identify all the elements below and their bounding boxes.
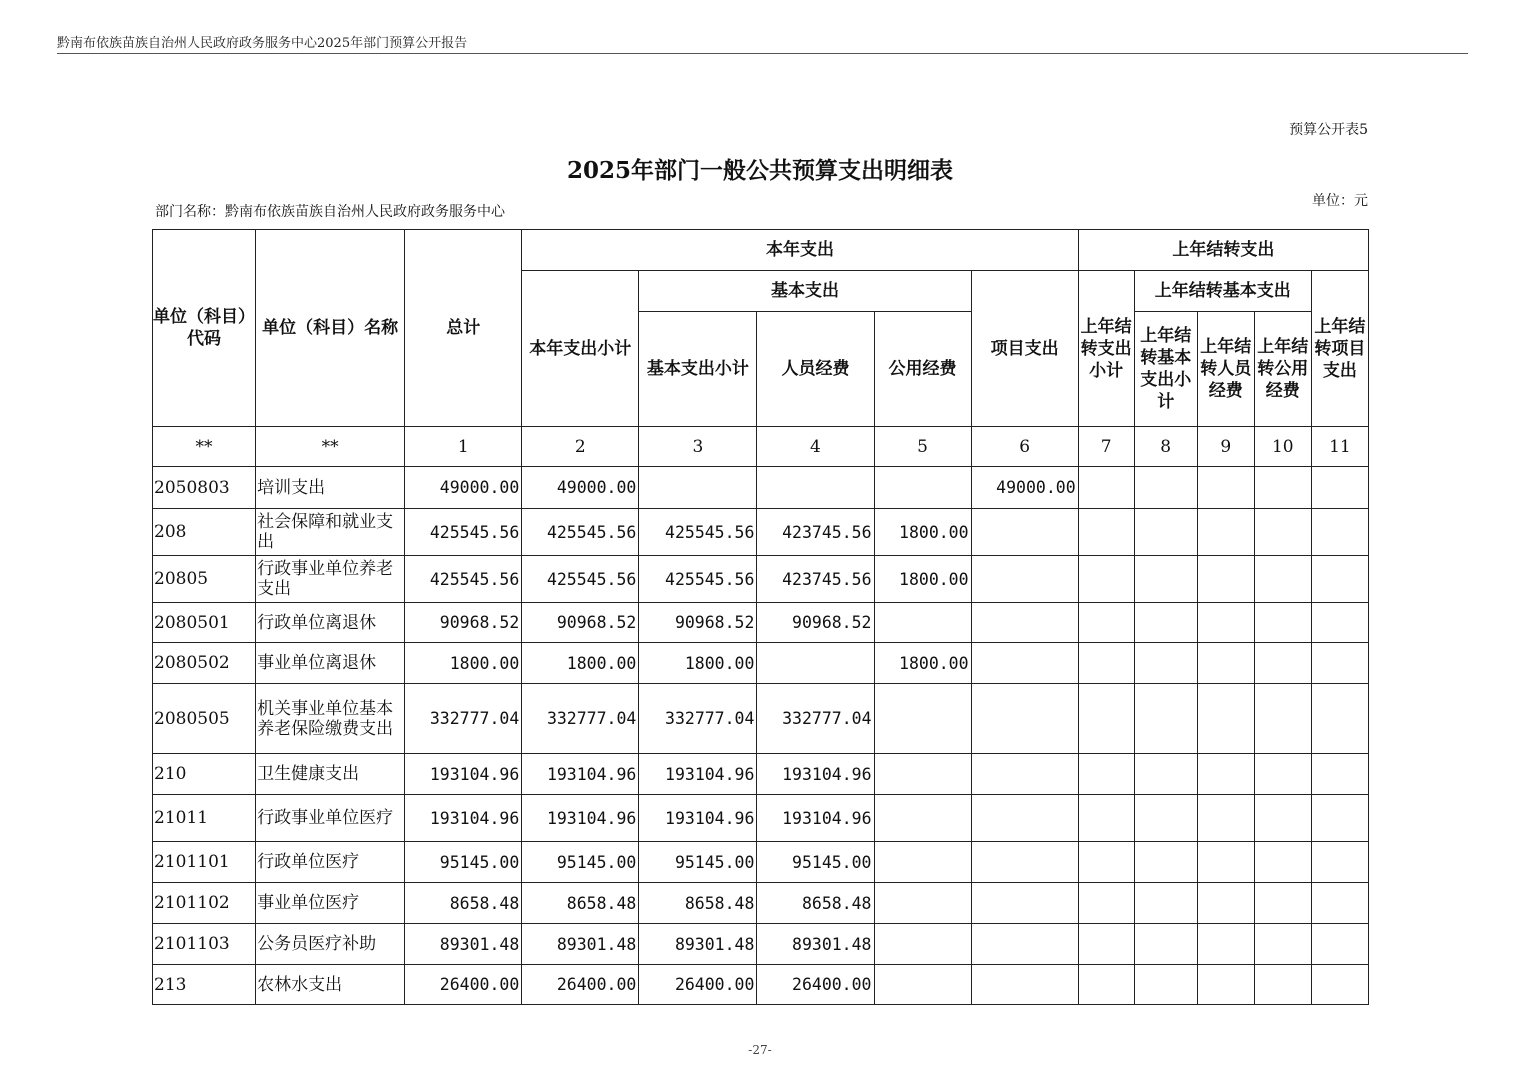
row-value: 8658.48: [405, 883, 522, 924]
row-name: 培训支出: [256, 467, 405, 509]
header-current-subtotal: 本年支出小计: [522, 271, 639, 427]
row-value: [1311, 643, 1368, 684]
row-value: 8658.48: [639, 883, 757, 924]
row-value: [1254, 684, 1311, 754]
row-value: 26400.00: [757, 965, 874, 1005]
header-carry-project: 上年结转项目支出: [1311, 271, 1368, 427]
row-value: 425545.56: [522, 556, 639, 603]
row-value: [1078, 509, 1134, 556]
row-value: [1254, 924, 1311, 965]
row-value: [1254, 795, 1311, 842]
row-value: 26400.00: [639, 965, 757, 1005]
row-value: 90968.52: [639, 603, 757, 643]
row-value: [1134, 684, 1197, 754]
row-value: [874, 795, 971, 842]
row-value: 193104.96: [757, 795, 874, 842]
row-value: [971, 509, 1078, 556]
row-value: 193104.96: [405, 795, 522, 842]
row-value: [1134, 467, 1197, 509]
row-value: [1311, 965, 1368, 1005]
row-value: 332777.04: [405, 684, 522, 754]
header-carry-personnel: 上年结转人员经费: [1197, 312, 1254, 427]
table-row: [153, 965, 1369, 1005]
row-value: 1800.00: [874, 556, 971, 603]
row-value: [1311, 556, 1368, 603]
row-value: [1134, 924, 1197, 965]
row-value: [1078, 842, 1134, 883]
index-cell: 3: [639, 427, 757, 467]
table-row: [153, 467, 1369, 509]
header-code: 单位（科目）代码: [153, 230, 256, 427]
row-value: [874, 924, 971, 965]
header-carry-public: 上年结转公用经费: [1254, 312, 1311, 427]
row-value: [757, 643, 874, 684]
row-name: 机关事业单位基本养老保险缴费支出: [256, 684, 405, 754]
index-cell: 8: [1134, 427, 1197, 467]
row-value: [971, 795, 1078, 842]
row-code: 208: [153, 509, 256, 556]
form-number: 预算公开表5: [1289, 122, 1368, 138]
header-current-year: 本年支出: [522, 230, 1078, 271]
table-row: [153, 684, 1369, 754]
header-carry-basic-subtotal: 上年结转基本支出小计: [1134, 312, 1197, 427]
row-code: 21011: [153, 795, 256, 842]
index-cell: 11: [1311, 427, 1368, 467]
row-value: [1197, 643, 1254, 684]
row-value: 332777.04: [757, 684, 874, 754]
row-value: 1800.00: [874, 643, 971, 684]
row-value: 90968.52: [522, 603, 639, 643]
row-value: [1078, 467, 1134, 509]
header-basic: 基本支出: [639, 271, 971, 312]
row-value: 95145.00: [757, 842, 874, 883]
row-value: [1078, 795, 1134, 842]
index-cell: **: [153, 427, 256, 467]
row-value: [874, 754, 971, 795]
row-value: 423745.56: [757, 509, 874, 556]
row-value: [971, 842, 1078, 883]
row-value: [1197, 883, 1254, 924]
table-row: [153, 883, 1369, 924]
row-name: 行政事业单位医疗: [256, 795, 405, 842]
row-value: [1134, 556, 1197, 603]
row-value: 90968.52: [757, 603, 874, 643]
row-value: [1254, 467, 1311, 509]
row-value: 49000.00: [971, 467, 1078, 509]
unit-label: 单位：元: [1312, 193, 1368, 209]
header-project: 项目支出: [971, 271, 1078, 427]
row-value: [874, 842, 971, 883]
row-value: [1197, 509, 1254, 556]
row-value: 332777.04: [639, 684, 757, 754]
row-value: [1311, 795, 1368, 842]
row-value: 332777.04: [522, 684, 639, 754]
row-value: 90968.52: [405, 603, 522, 643]
table-row: [153, 603, 1369, 643]
row-value: [1254, 509, 1311, 556]
index-cell: 9: [1197, 427, 1254, 467]
row-value: [1254, 754, 1311, 795]
row-value: [1197, 684, 1254, 754]
row-code: 2080505: [153, 684, 256, 754]
row-value: [1254, 643, 1311, 684]
row-value: [971, 924, 1078, 965]
row-value: [874, 467, 971, 509]
row-value: [1078, 924, 1134, 965]
row-value: 1800.00: [874, 509, 971, 556]
department-label: 部门名称：黔南布依族苗族自治州人民政府政务服务中心: [155, 204, 505, 220]
row-value: [1197, 556, 1254, 603]
index-cell: 4: [757, 427, 874, 467]
header-rule: [57, 53, 1468, 54]
row-value: [1078, 556, 1134, 603]
row-value: [1078, 754, 1134, 795]
row-value: 26400.00: [405, 965, 522, 1005]
index-row: [153, 427, 1369, 467]
page-header: 黔南布依族苗族自治州人民政府政务服务中心2025年部门预算公开报告: [57, 36, 468, 51]
row-value: 89301.48: [639, 924, 757, 965]
header-name: 单位（科目）名称: [256, 230, 405, 427]
index-cell: 2: [522, 427, 639, 467]
row-name: 事业单位离退休: [256, 643, 405, 684]
row-value: [1311, 883, 1368, 924]
row-value: [1254, 965, 1311, 1005]
header-public: 公用经费: [874, 312, 971, 427]
row-value: [1134, 883, 1197, 924]
header-carryover: 上年结转支出: [1078, 230, 1368, 271]
row-value: [1197, 842, 1254, 883]
row-value: [971, 684, 1078, 754]
header-carry-subtotal: 上年结转支出小计: [1078, 271, 1134, 427]
row-value: 425545.56: [639, 509, 757, 556]
table-row: [153, 556, 1369, 603]
row-value: [1134, 842, 1197, 883]
row-value: [971, 643, 1078, 684]
row-value: 1800.00: [639, 643, 757, 684]
table-row: [153, 924, 1369, 965]
row-code: 2101101: [153, 842, 256, 883]
row-value: 193104.96: [522, 795, 639, 842]
header-carry-basic: 上年结转基本支出: [1134, 271, 1311, 312]
row-value: 193104.96: [757, 754, 874, 795]
table-row: [153, 509, 1369, 556]
row-value: 89301.48: [405, 924, 522, 965]
row-value: [1254, 603, 1311, 643]
row-value: [971, 754, 1078, 795]
row-code: 2101102: [153, 883, 256, 924]
row-value: [1311, 842, 1368, 883]
row-value: [1197, 603, 1254, 643]
header-basic-subtotal: 基本支出小计: [639, 312, 757, 427]
row-value: 89301.48: [522, 924, 639, 965]
index-cell: 7: [1078, 427, 1134, 467]
index-cell: 6: [971, 427, 1078, 467]
row-value: [1254, 883, 1311, 924]
row-value: [971, 883, 1078, 924]
row-code: 2080502: [153, 643, 256, 684]
row-value: 193104.96: [522, 754, 639, 795]
row-name: 行政单位离退休: [256, 603, 405, 643]
row-code: 2080501: [153, 603, 256, 643]
row-value: [1078, 643, 1134, 684]
row-value: [1197, 924, 1254, 965]
row-value: [757, 467, 874, 509]
row-name: 事业单位医疗: [256, 883, 405, 924]
table-row: [153, 842, 1369, 883]
row-value: [971, 965, 1078, 1005]
row-value: [1311, 924, 1368, 965]
row-value: [1134, 795, 1197, 842]
row-name: 社会保障和就业支出: [256, 509, 405, 556]
row-code: 213: [153, 965, 256, 1005]
table-row: [153, 795, 1369, 842]
row-value: [1311, 754, 1368, 795]
row-value: [1078, 965, 1134, 1005]
row-code: 2050803: [153, 467, 256, 509]
row-value: [1134, 643, 1197, 684]
header-personnel: 人员经费: [757, 312, 874, 427]
row-value: [1311, 509, 1368, 556]
row-code: 20805: [153, 556, 256, 603]
row-value: 423745.56: [757, 556, 874, 603]
row-value: [639, 467, 757, 509]
row-value: 95145.00: [405, 842, 522, 883]
row-value: 1800.00: [405, 643, 522, 684]
row-value: 193104.96: [639, 754, 757, 795]
row-value: 8658.48: [757, 883, 874, 924]
row-value: [1311, 603, 1368, 643]
row-value: 193104.96: [405, 754, 522, 795]
index-cell: 5: [874, 427, 971, 467]
row-value: 8658.48: [522, 883, 639, 924]
row-value: [1254, 556, 1311, 603]
row-value: [1311, 684, 1368, 754]
row-value: [874, 603, 971, 643]
row-name: 行政事业单位养老支出: [256, 556, 405, 603]
row-name: 行政单位医疗: [256, 842, 405, 883]
row-value: 89301.48: [757, 924, 874, 965]
row-value: 425545.56: [405, 509, 522, 556]
row-code: 2101103: [153, 924, 256, 965]
row-value: [874, 684, 971, 754]
row-value: [1134, 509, 1197, 556]
row-value: 425545.56: [522, 509, 639, 556]
row-code: 210: [153, 754, 256, 795]
row-value: [1078, 684, 1134, 754]
row-value: [1197, 965, 1254, 1005]
row-value: 193104.96: [639, 795, 757, 842]
row-value: 49000.00: [522, 467, 639, 509]
index-cell: **: [256, 427, 405, 467]
row-value: 425545.56: [405, 556, 522, 603]
row-value: [971, 603, 1078, 643]
row-value: [874, 883, 971, 924]
row-value: [1134, 965, 1197, 1005]
row-value: 49000.00: [405, 467, 522, 509]
table-row: [153, 643, 1369, 684]
row-value: 1800.00: [522, 643, 639, 684]
row-value: 425545.56: [639, 556, 757, 603]
table-title: 2025年部门一般公共预算支出明细表: [566, 157, 953, 184]
row-name: 公务员医疗补助: [256, 924, 405, 965]
index-cell: 10: [1254, 427, 1311, 467]
index-cell: 1: [405, 427, 522, 467]
row-value: [874, 965, 971, 1005]
row-value: [1078, 603, 1134, 643]
row-value: [1134, 603, 1197, 643]
row-value: 95145.00: [639, 842, 757, 883]
row-value: 26400.00: [522, 965, 639, 1005]
row-value: [1254, 842, 1311, 883]
row-value: [1311, 467, 1368, 509]
expenditure-table: [152, 229, 1369, 1005]
row-name: 农林水支出: [256, 965, 405, 1005]
row-name: 卫生健康支出: [256, 754, 405, 795]
row-value: [1197, 795, 1254, 842]
table-row: [153, 754, 1369, 795]
row-value: [1197, 754, 1254, 795]
header-total: 总计: [405, 230, 522, 427]
row-value: [1078, 883, 1134, 924]
row-value: [1134, 754, 1197, 795]
page-number: -27-: [748, 1043, 772, 1057]
row-value: [971, 556, 1078, 603]
row-value: [1197, 467, 1254, 509]
row-value: 95145.00: [522, 842, 639, 883]
